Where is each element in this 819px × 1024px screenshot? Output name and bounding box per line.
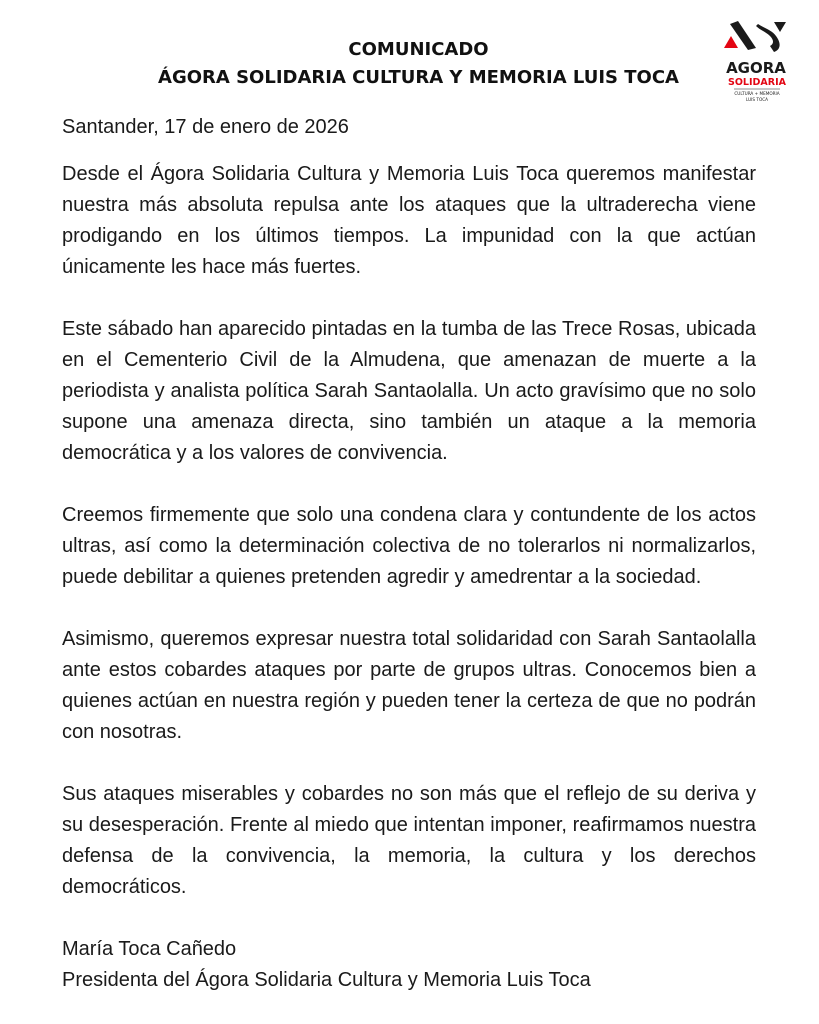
document-title: COMUNICADO (348, 39, 489, 60)
organization-name: ÁGORA SOLIDARIA CULTURA Y MEMORIA LUIS TOCA (158, 67, 679, 88)
black-triangle-icon (774, 22, 786, 32)
paragraph-1: Desde el Ágora Solidaria Cultura y Memoria Luis Toca queremos manifestar nuestra más absoluta repulsa ante los ataques que la ultraderecha viene prodigando en los últimos tiempos. La impunidad con la que actúan únicamente les hace más fuertes. (62, 163, 756, 278)
signature-block (62, 934, 756, 996)
paragraph-5: Sus ataques miserables y cobardes no son más que el reflejo de su deriva y su desesperación. Frente al miedo que intentan imponer, reafirmamos nuestra defensa de la convivencia, la memoria, la cultura y los derechos democráticos. (62, 783, 756, 898)
paragraph-2: Este sábado han aparecido pintadas en la tumba de las Trece Rosas, ubicada en el Cementerio Civil de la Almudena, que amenazan de muerte a la periodista y analista política Sarah Santaolalla. Un acto gravísimo que no solo supone una amenaza directa, sino también un ataque a la memoria democrática y a los valores de convivencia. (62, 318, 756, 464)
s-curve-icon (756, 24, 780, 52)
paragraph-3: Creemos firmemente que solo una condena clara y contundente de los actos ultras, así como la determinación colectiva de no tolerarlos ni normalizarlos, puede debilitar a quienes pretenden agredir y amedrentar a la sociedad. (62, 504, 756, 588)
organization-logo (722, 18, 794, 108)
document-header (0, 36, 819, 92)
signatory-name: María Toca Cañedo (62, 938, 237, 960)
signatory-role: Presidenta del Ágora Solidaria Cultura y Memoria Luis Toca (62, 969, 591, 991)
logo-word-solidaria: SOLIDARIA (728, 77, 786, 88)
logo-word-agora: AGORA (726, 59, 786, 77)
agora-solidaria-logo-icon (722, 18, 794, 108)
red-triangle-icon (724, 36, 738, 48)
logo-tagline: CULTURA + MEMORIA (734, 91, 780, 96)
document-body (62, 112, 756, 996)
paragraph-4: Asimismo, queremos expresar nuestra total solidaridad con Sarah Santaolalla ante estos cobardes ataques por parte de grupos ultras. Conocemos bien a quienes actúan en nuestra región y pueden tener la certeza de que no podrán con nosotras. (62, 628, 756, 743)
logo-tagline-name: LUIS TOCA (745, 97, 769, 102)
date-line: Santander, 17 de enero de 2026 (62, 116, 349, 138)
